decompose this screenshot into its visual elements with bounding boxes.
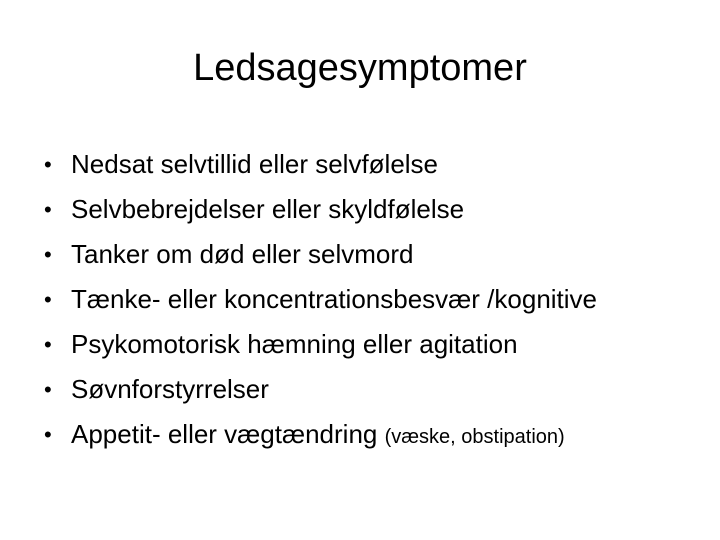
bullet-icon: • [44,422,52,447]
bullet-list [44,142,704,457]
bullet-text [71,142,438,190]
bullet-text [71,187,464,235]
list-item [44,142,704,187]
bullet-icon: • [44,332,52,357]
bullet-icon: • [44,377,52,402]
slide-title: Ledsagesymptomer [193,47,527,89]
list-item [44,277,704,322]
list-item [44,412,704,457]
bullet-main-text: Selvbebrejdelser eller skyldfølelse [71,194,465,224]
bullet-icon: • [44,242,52,267]
bullet-icon: • [44,152,52,177]
bullet-icon: • [44,197,52,222]
bullet-suffix-text: (væske, obstipation) [384,426,565,448]
list-item [44,322,704,367]
bullet-text [71,232,413,280]
bullet-main-text: Nedsat selvtillid eller selvfølelse [71,149,439,179]
bullet-main-text: Appetit- eller vægtændring [71,419,385,449]
bullet-main-text: Tanker om død eller selvmord [71,239,414,269]
bullet-icon: • [44,287,52,312]
bullet-text [71,367,269,415]
bullet-main-text: Psykomotorisk hæmning eller agitation [71,329,518,359]
bullet-main-text: Tænke- eller koncentrationsbesvær /kognitive [71,284,598,314]
list-item [44,187,704,232]
bullet-main-text: Søvnforstyrrelser [71,374,269,404]
list-item [44,367,704,412]
bullet-text [71,322,518,370]
bullet-text [71,412,565,460]
bullet-text [71,277,597,325]
list-item [44,232,704,277]
